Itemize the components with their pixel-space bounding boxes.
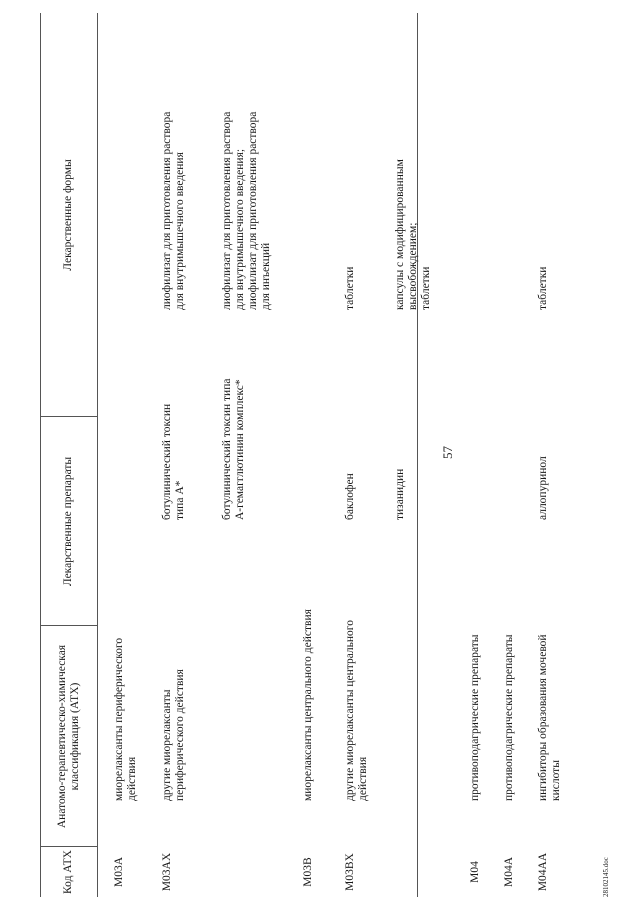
table-row-drug: ботулинический токсин типа А-гемагглютинин комплекс*: [221, 378, 246, 520]
page-number: 57: [440, 446, 455, 459]
header-forms: Лекарственные формы: [62, 159, 74, 271]
header-drugs: Лекарственные препараты: [62, 456, 74, 587]
table-row-forms: таблетки: [344, 266, 356, 310]
document-reference: 28102145.doc: [602, 857, 610, 897]
table-row-forms: таблетки: [537, 266, 549, 310]
table-row-code: M03BX: [344, 853, 356, 891]
table-row-code: M03B: [302, 857, 314, 887]
table-row-forms: лиофилизат для приготовления раствора для внутримышечного введения; лиофилизат для приготовления раствора для инъекций: [221, 111, 272, 310]
table-row-code: M04: [469, 861, 481, 883]
table-row-atc: противоподагрические препараты: [469, 634, 481, 801]
table-row-code: M03AX: [161, 852, 173, 892]
table-row-code: M03A: [113, 856, 125, 888]
table-row-atc: другие миорелаксанты периферического действия: [161, 669, 186, 801]
table-row-code: M04AA: [537, 852, 549, 892]
table-row-forms: капсулы с модифицированным высвобождением; таблетки: [394, 159, 432, 310]
header-atc: Анатомо-терапевтическо-химическая классификация (АТХ): [55, 644, 81, 829]
table-row-atc: ингибиторы образования мочевой кислоты: [537, 634, 562, 801]
table-row-code: M04A: [503, 856, 515, 888]
table-row-atc: противоподагрические препараты: [503, 634, 515, 801]
table-row-atc: другие миорелаксанты центрального действия: [344, 620, 369, 801]
table-row-drug: ботулинический токсин типа А*: [161, 403, 186, 520]
table-row-atc: миорелаксанты центрального действия: [302, 609, 314, 801]
header-divider: [97, 13, 98, 897]
table-row-drug: аллопуринол: [537, 456, 549, 520]
table-row-drug: баклофен: [344, 473, 356, 520]
header-code: Код АТХ: [62, 850, 74, 894]
table-row-drug: тизанидин: [394, 468, 406, 520]
table-row-atc: миорелаксанты периферического действия: [113, 637, 138, 801]
table-row-forms: лиофилизат для приготовления раствора для внутримышечного введения: [161, 111, 186, 310]
